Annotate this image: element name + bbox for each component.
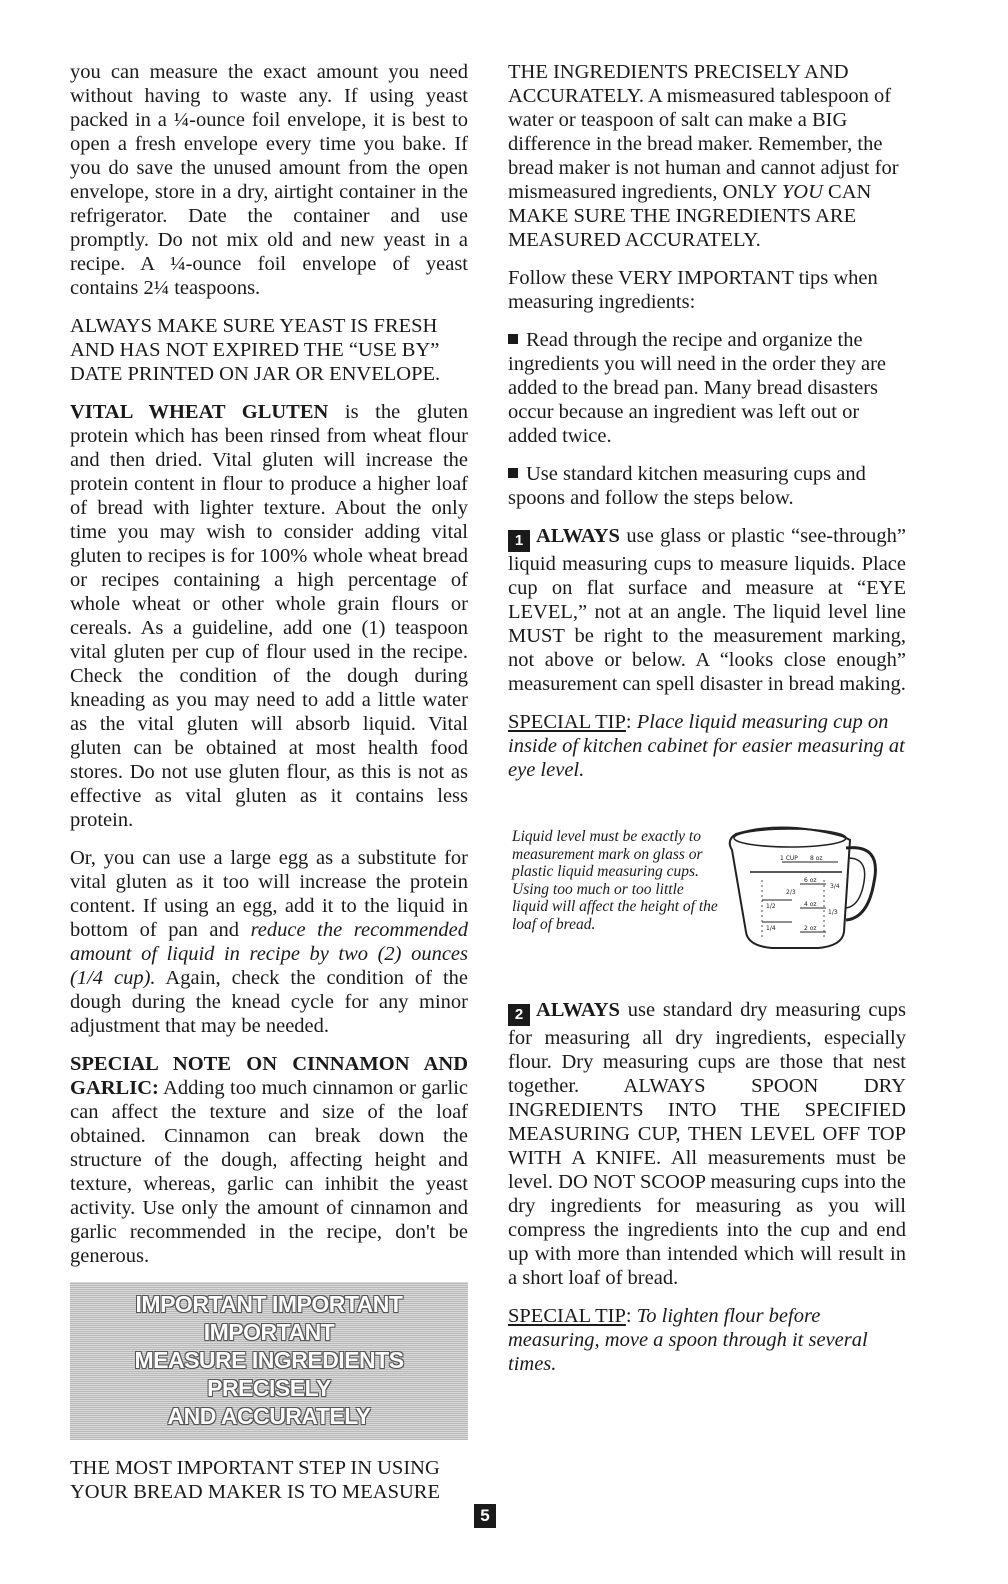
egg-substitute-paragraph <box>70 846 468 1038</box>
bullet-text: Use standard kitchen measuring cups and spoons and follow the steps below. <box>508 463 866 509</box>
banner-line-1: IMPORTANT IMPORTANT IMPORTANT <box>135 1291 403 1345</box>
egg-text-b: Again, check the condition of the dough during the knead cycle for any minor adjustment that may be needed. <box>70 967 468 1037</box>
left-column <box>70 60 468 1518</box>
step-number-badge: 1 <box>508 530 530 552</box>
cup-mark-text: 1/3 <box>828 909 838 916</box>
cup-mark-text: 1/2 <box>766 903 776 910</box>
step-text: use standard dry measuring cups for measuring all dry ingredients, especially flour. Dry measuring cups are those that nest together. ALWAYS SPOON DRY INGREDIENTS INTO THE SPECIFIED MEASURING CUP, THEN LEVEL OFF TOP WITH A KNIFE. All measurements must be level. DO NOT SCOOP measuring cups into the dry ingredients for measuring as you will compress the ingredients into the cup and end up with more than intended which will result in a short loaf of bread. <box>508 999 906 1289</box>
yeast-storage-paragraph: you can measure the exact amount you need without having to waste any. If using yeast packed in a ¼-ounce foil envelope, it is best to open a fresh envelope every time you bake. If you do save the unused amount from the open envelope, store in a dry, airtight container in the refrigerator. Date the container and use promptly. Do not mix old and new yeast in a recipe. A ¼-ounce foil envelope of yeast contains 2¼ teaspoons. <box>70 61 468 299</box>
cinnamon-garlic-heading: SPECIAL NOTE ON CINNAMON AND GARLIC: <box>70 1053 468 1099</box>
cinnamon-garlic-text: Adding too much cinnamon or garlic can affect the texture and size of the loaf obtained. Cinnamon can break down the structure of the dough, affecting height and texture, whereas, garlic can inhibit the yeast activity. Use only the amount of cinnamon and garlic recommended in the recipe, don't be generous. <box>70 1077 468 1267</box>
bullet-text: Read through the recipe and organize the ingredients you will need in the order they are added to the bread pan. Many bread disasters occur because an ingredient was left out or added twice. <box>508 329 886 447</box>
step-heading: ALWAYS <box>536 999 620 1021</box>
measuring-cup-figure <box>508 808 906 988</box>
banner-line-2: MEASURE INGREDIENTS PRECISELY <box>134 1347 404 1401</box>
bullet-item-standard-cups <box>508 462 906 510</box>
measure-text-you: YOU <box>781 181 823 203</box>
measure-precisely-paragraph <box>508 60 906 252</box>
tip-colon: : <box>625 711 637 733</box>
yeast-fresh-warning: ALWAYS MAKE SURE YEAST IS FRESH AND HAS NOT EXPIRED THE “USE BY” DATE PRINTED ON JAR OR ENVELOPE. <box>70 315 441 385</box>
tip-label: SPECIAL TIP <box>508 711 626 733</box>
bullet-item-read-recipe <box>508 328 906 448</box>
cup-mark-text: 6 oz <box>804 877 817 884</box>
cup-mark-text: 2/3 <box>786 889 796 896</box>
measuring-cup-icon <box>722 822 892 960</box>
most-important-step-paragraph: THE MOST IMPORTANT STEP IN USING YOUR BREAD MAKER IS TO MEASURE <box>70 1457 440 1503</box>
cup-mark-text: 1 CUP <box>780 855 798 862</box>
figure-caption: Liquid level must be exactly to measurement mark on glass or plastic liquid measuring cups. Using too much or too little liquid will affect the height of the loaf of bread. <box>512 828 718 933</box>
tip-text: Place liquid measuring cup on inside of kitchen cabinet for easier measuring at eye level. <box>508 711 905 781</box>
vital-gluten-text: is the gluten protein which has been rinsed from wheat flour and then dried. Vital gluten will increase the protein content in flour to produce a higher loaf of bread with lighter texture. About the only time you may wish to consider adding vital gluten to recipes is for 100% whole wheat bread or recipes containing a high percentage of whole wheat or other whole grain flours or cereals. As a guideline, add one (1) teaspoon vital gluten per cup of flour used in the recipe. Check the condition of the dough during kneading as you may need to add a little water as the vital gluten will absorb liquid. Vital gluten can be obtained at most health food stores. Do not use gluten flour, as this is not as effective as vital gluten as it contains less protein. <box>70 401 468 831</box>
step-1-liquid <box>508 524 906 696</box>
egg-text-a: Or, you can use a large egg as a substitute for vital gluten as it too will increase the protein content. If using an egg, add it to the liquid in bottom of pan and <box>70 847 468 941</box>
special-tip-1 <box>508 710 906 782</box>
important-banner <box>70 1282 468 1440</box>
cup-mark-text: 3/4 <box>830 883 840 890</box>
measure-text-a: THE INGREDIENTS PRECISELY AND ACCURATELY. A mismeasured tablespoon of water or teaspoon of salt can make a BIG difference in the bread maker. Remember, the bread maker is not human and cannot adjust for mismeasured ingredients, ONLY <box>508 61 899 203</box>
tip-text: To lighten flour before measuring, move a spoon through it several times. <box>508 1305 868 1375</box>
cinnamon-garlic-paragraph <box>70 1052 468 1268</box>
step-number-badge: 2 <box>508 1004 530 1026</box>
step-heading: ALWAYS <box>536 525 620 547</box>
cup-mark-text: 1/4 <box>766 925 776 932</box>
cup-mark-text: 2 oz <box>804 925 817 932</box>
right-column <box>508 60 906 1390</box>
vital-gluten-heading: VITAL WHEAT GLUTEN <box>70 401 329 423</box>
egg-text-italic: reduce the recommended amount of liquid in recipe by two (2) ounces (1/4 cup). <box>70 919 468 989</box>
banner-line-3: AND ACCURATELY <box>167 1403 371 1429</box>
cup-mark-text: 4 oz <box>804 901 817 908</box>
tips-intro: Follow these VERY IMPORTANT tips when measuring ingredients: <box>508 267 878 313</box>
step-text: use glass or plastic “see-through” liquid measuring cups to measure liquids. Place cup on flat surface and measure at “EYE LEVEL,” not at an angle. The liquid level line MUST be right to the measurement marking, not above or below. A “looks close enough” measurement can spell disaster in bread making. <box>508 525 906 695</box>
measure-text-b: CAN MAKE SURE THE INGREDIENTS ARE MEASURED ACCURATELY. <box>508 181 872 251</box>
bullet-square-icon <box>508 334 518 344</box>
cup-mark-text: 8 oz <box>810 855 823 862</box>
step-2-dry <box>508 998 906 1290</box>
vital-gluten-paragraph <box>70 400 468 832</box>
bullet-square-icon <box>508 468 518 478</box>
tip-label: SPECIAL TIP <box>508 1305 626 1327</box>
page-number-badge: 5 <box>474 1504 496 1528</box>
special-tip-2 <box>508 1304 906 1376</box>
tip-colon: : <box>625 1305 637 1327</box>
